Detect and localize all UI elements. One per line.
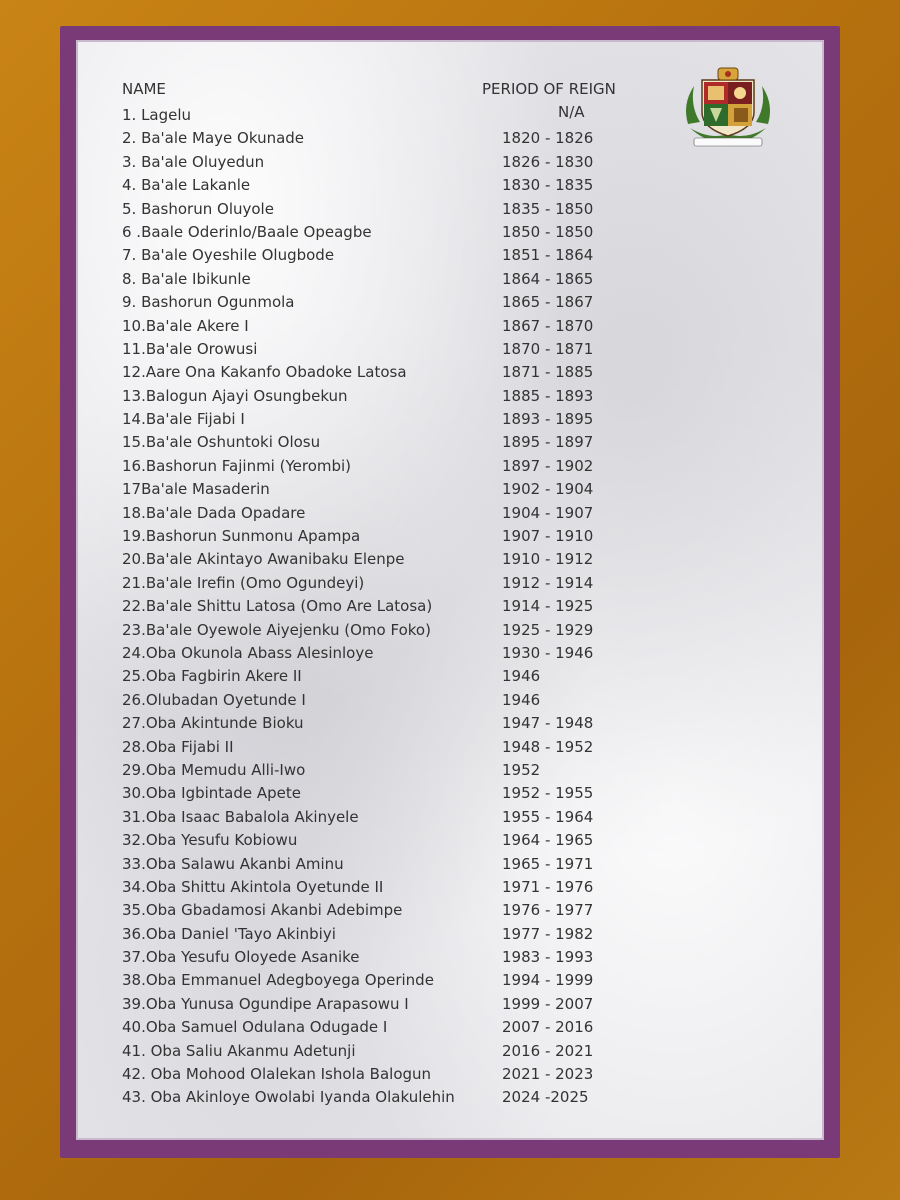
ruler-period: 1914 - 1925 bbox=[502, 597, 594, 616]
list-item bbox=[122, 736, 722, 759]
ruler-name: 1. Lagelu bbox=[122, 106, 192, 124]
list-item bbox=[122, 385, 722, 408]
ruler-period: 1871 - 1885 bbox=[502, 363, 594, 382]
list-item bbox=[122, 829, 722, 852]
ruler-period: 1976 - 1977 bbox=[502, 901, 594, 920]
list-item bbox=[122, 759, 722, 782]
first-period-value: N/A bbox=[558, 103, 585, 121]
ruler-name: 43. Oba Akinloye Owolabi Iyanda Olakulehin bbox=[122, 1088, 455, 1107]
ruler-period: 1830 - 1835 bbox=[502, 176, 594, 195]
ruler-period: 1955 - 1964 bbox=[502, 807, 594, 826]
list-item bbox=[122, 946, 722, 969]
ruler-name: 29.Oba Memudu Alli-Iwo bbox=[122, 760, 306, 779]
list-item bbox=[122, 361, 722, 384]
ruler-name: 28.Oba Fijabi II bbox=[122, 737, 234, 756]
list-item bbox=[122, 548, 722, 571]
ruler-period: 1867 - 1870 bbox=[502, 316, 594, 335]
ruler-name: 15.Ba'ale Oshuntoki Olosu bbox=[122, 433, 321, 452]
ruler-period: 1851 - 1864 bbox=[502, 246, 594, 265]
list-item bbox=[122, 221, 722, 244]
ruler-name: 30.Oba Igbintade Apete bbox=[122, 784, 301, 803]
ruler-period: 1948 - 1952 bbox=[502, 737, 594, 756]
ruler-period: 1907 - 1910 bbox=[502, 527, 594, 546]
ruler-period: 2024 -2025 bbox=[502, 1088, 589, 1107]
ruler-period: 1964 - 1965 bbox=[502, 831, 594, 850]
ruler-period: 1902 - 1904 bbox=[502, 480, 594, 499]
list-item bbox=[122, 244, 722, 267]
list-item bbox=[122, 572, 722, 595]
ruler-period: 1994 - 1999 bbox=[502, 971, 594, 990]
period-column-header: PERIOD OF REIGN bbox=[482, 80, 616, 98]
ruler-period: 1893 - 1895 bbox=[502, 410, 594, 429]
ruler-name: 39.Oba Yunusa Ogundipe Arapasowu I bbox=[122, 994, 409, 1013]
ruler-name: 9. Bashorun Ogunmola bbox=[122, 293, 295, 312]
list-item bbox=[122, 408, 722, 431]
ruler-name: 13.Balogun Ajayi Osungbekun bbox=[122, 386, 348, 405]
ruler-period: 2007 - 2016 bbox=[502, 1018, 594, 1037]
list-item bbox=[122, 478, 722, 501]
ruler-period: 1864 - 1865 bbox=[502, 269, 594, 288]
ruler-name: 40.Oba Samuel Odulana Odugade I bbox=[122, 1018, 388, 1037]
ruler-name: 11.Ba'ale Orowusi bbox=[122, 339, 258, 358]
list-item bbox=[122, 127, 722, 150]
list-item bbox=[122, 151, 722, 174]
list-item bbox=[122, 642, 722, 665]
ruler-name: 12.Aare Ona Kakanfo Obadoke Latosa bbox=[122, 363, 407, 382]
list-item bbox=[122, 899, 722, 922]
ruler-name: 17Ba'ale Masaderin bbox=[122, 480, 270, 499]
ruler-period: 1870 - 1871 bbox=[502, 339, 594, 358]
list-item bbox=[122, 806, 722, 829]
ruler-period: 1999 - 2007 bbox=[502, 994, 594, 1013]
ruler-period: 1946 bbox=[502, 690, 541, 709]
list-item bbox=[122, 1016, 722, 1039]
list-item bbox=[122, 104, 722, 127]
ruler-period: 2021 - 2023 bbox=[502, 1065, 594, 1084]
ruler-name: 37.Oba Yesufu Oloyede Asanike bbox=[122, 948, 360, 967]
ruler-name: 6 .Baale Oderinlo/Baale Opeagbe bbox=[122, 222, 372, 241]
list-item bbox=[122, 1086, 722, 1109]
list-item bbox=[122, 969, 722, 992]
ruler-period: 1835 - 1850 bbox=[502, 199, 594, 218]
ruler-period: 1895 - 1897 bbox=[502, 433, 594, 452]
table-header bbox=[122, 80, 642, 102]
ruler-name: 22.Ba'ale Shittu Latosa (Omo Are Latosa) bbox=[122, 597, 433, 616]
ruler-name: 41. Oba Saliu Akanmu Adetunji bbox=[122, 1041, 356, 1060]
ruler-name: 42. Oba Mohood Olalekan Ishola Balogun bbox=[122, 1065, 432, 1084]
ruler-name: 18.Ba'ale Dada Opadare bbox=[122, 503, 306, 522]
ruler-period: 1820 - 1826 bbox=[502, 129, 594, 148]
ruler-period: 1826 - 1830 bbox=[502, 152, 594, 171]
list-item bbox=[122, 712, 722, 735]
ruler-name: 36.Oba Daniel 'Tayo Akinbiyi bbox=[122, 924, 336, 943]
list-item bbox=[122, 291, 722, 314]
ruler-period: 1904 - 1907 bbox=[502, 503, 594, 522]
ruler-period: 1910 - 1912 bbox=[502, 550, 594, 569]
ruler-period: 1965 - 1971 bbox=[502, 854, 594, 873]
ruler-name: 8. Ba'ale Ibikunle bbox=[122, 269, 251, 288]
ruler-name: 16.Bashorun Fajinmi (Yerombi) bbox=[122, 456, 352, 475]
ruler-name: 33.Oba Salawu Akanbi Aminu bbox=[122, 854, 344, 873]
ruler-name: 20.Ba'ale Akintayo Awanibaku Elenpe bbox=[122, 550, 405, 569]
ruler-name: 21.Ba'ale Irefin (Omo Ogundeyi) bbox=[122, 573, 365, 592]
ruler-name: 7. Ba'ale Oyeshile Olugbode bbox=[122, 246, 335, 265]
ruler-period: 1912 - 1914 bbox=[502, 573, 594, 592]
ruler-period: 1971 - 1976 bbox=[502, 877, 594, 896]
list-item bbox=[122, 853, 722, 876]
ruler-name: 10.Ba'ale Akere I bbox=[122, 316, 249, 335]
rulers-list bbox=[122, 104, 722, 1110]
ruler-name: 26.Olubadan Oyetunde I bbox=[122, 690, 306, 709]
list-item bbox=[122, 315, 722, 338]
ruler-period: 1897 - 1902 bbox=[502, 456, 594, 475]
ruler-name: 23.Ba'ale Oyewole Aiyejenku (Omo Foko) bbox=[122, 620, 431, 639]
list-item bbox=[122, 619, 722, 642]
ruler-period: 2016 - 2021 bbox=[502, 1041, 594, 1060]
list-item bbox=[122, 876, 722, 899]
ruler-name: 14.Ba'ale Fijabi I bbox=[122, 410, 245, 429]
list-item bbox=[122, 431, 722, 454]
ruler-name: 25.Oba Fagbirin Akere II bbox=[122, 667, 302, 686]
ruler-name: 3. Ba'ale Oluyedun bbox=[122, 152, 265, 171]
ruler-name: 31.Oba Isaac Babalola Akinyele bbox=[122, 807, 359, 826]
list-item bbox=[122, 665, 722, 688]
ruler-name: 4. Ba'ale Lakanle bbox=[122, 176, 251, 195]
list-item bbox=[122, 1063, 722, 1086]
ruler-period: 1865 - 1867 bbox=[502, 293, 594, 312]
list-item bbox=[122, 993, 722, 1016]
list-item bbox=[122, 1040, 722, 1063]
ruler-name: 32.Oba Yesufu Kobiowu bbox=[122, 831, 298, 850]
list-item bbox=[122, 174, 722, 197]
ruler-period: 1930 - 1946 bbox=[502, 643, 594, 662]
list-item bbox=[122, 689, 722, 712]
ruler-period: 1885 - 1893 bbox=[502, 386, 594, 405]
ruler-name: 38.Oba Emmanuel Adegboyega Operinde bbox=[122, 971, 434, 990]
list-item bbox=[122, 338, 722, 361]
ruler-name: 2. Ba'ale Maye Okunade bbox=[122, 129, 305, 148]
ruler-period: 1850 - 1850 bbox=[502, 222, 594, 241]
ruler-period: 1983 - 1993 bbox=[502, 948, 594, 967]
ruler-name: 5. Bashorun Oluyole bbox=[122, 199, 274, 218]
ruler-period: 1952 bbox=[502, 760, 541, 779]
ruler-name: 19.Bashorun Sunmonu Apampa bbox=[122, 527, 361, 546]
list-item bbox=[122, 923, 722, 946]
list-item bbox=[122, 268, 722, 291]
list-item bbox=[122, 455, 722, 478]
ruler-name: 27.Oba Akintunde Bioku bbox=[122, 714, 304, 733]
ruler-period: 1925 - 1929 bbox=[502, 620, 594, 639]
list-item bbox=[122, 502, 722, 525]
ruler-period: 1947 - 1948 bbox=[502, 714, 594, 733]
name-column-header: NAME bbox=[122, 80, 166, 98]
list-item bbox=[122, 782, 722, 805]
list-item bbox=[122, 198, 722, 221]
ruler-name: 34.Oba Shittu Akintola Oyetunde II bbox=[122, 877, 384, 896]
ruler-name: 24.Oba Okunola Abass Alesinloye bbox=[122, 643, 374, 662]
ruler-period: 1977 - 1982 bbox=[502, 924, 594, 943]
ruler-period: 1946 bbox=[502, 667, 541, 686]
list-item bbox=[122, 525, 722, 548]
list-item bbox=[122, 595, 722, 618]
ruler-period: 1952 - 1955 bbox=[502, 784, 594, 803]
ruler-name: 35.Oba Gbadamosi Akanbi Adebimpe bbox=[122, 901, 403, 920]
